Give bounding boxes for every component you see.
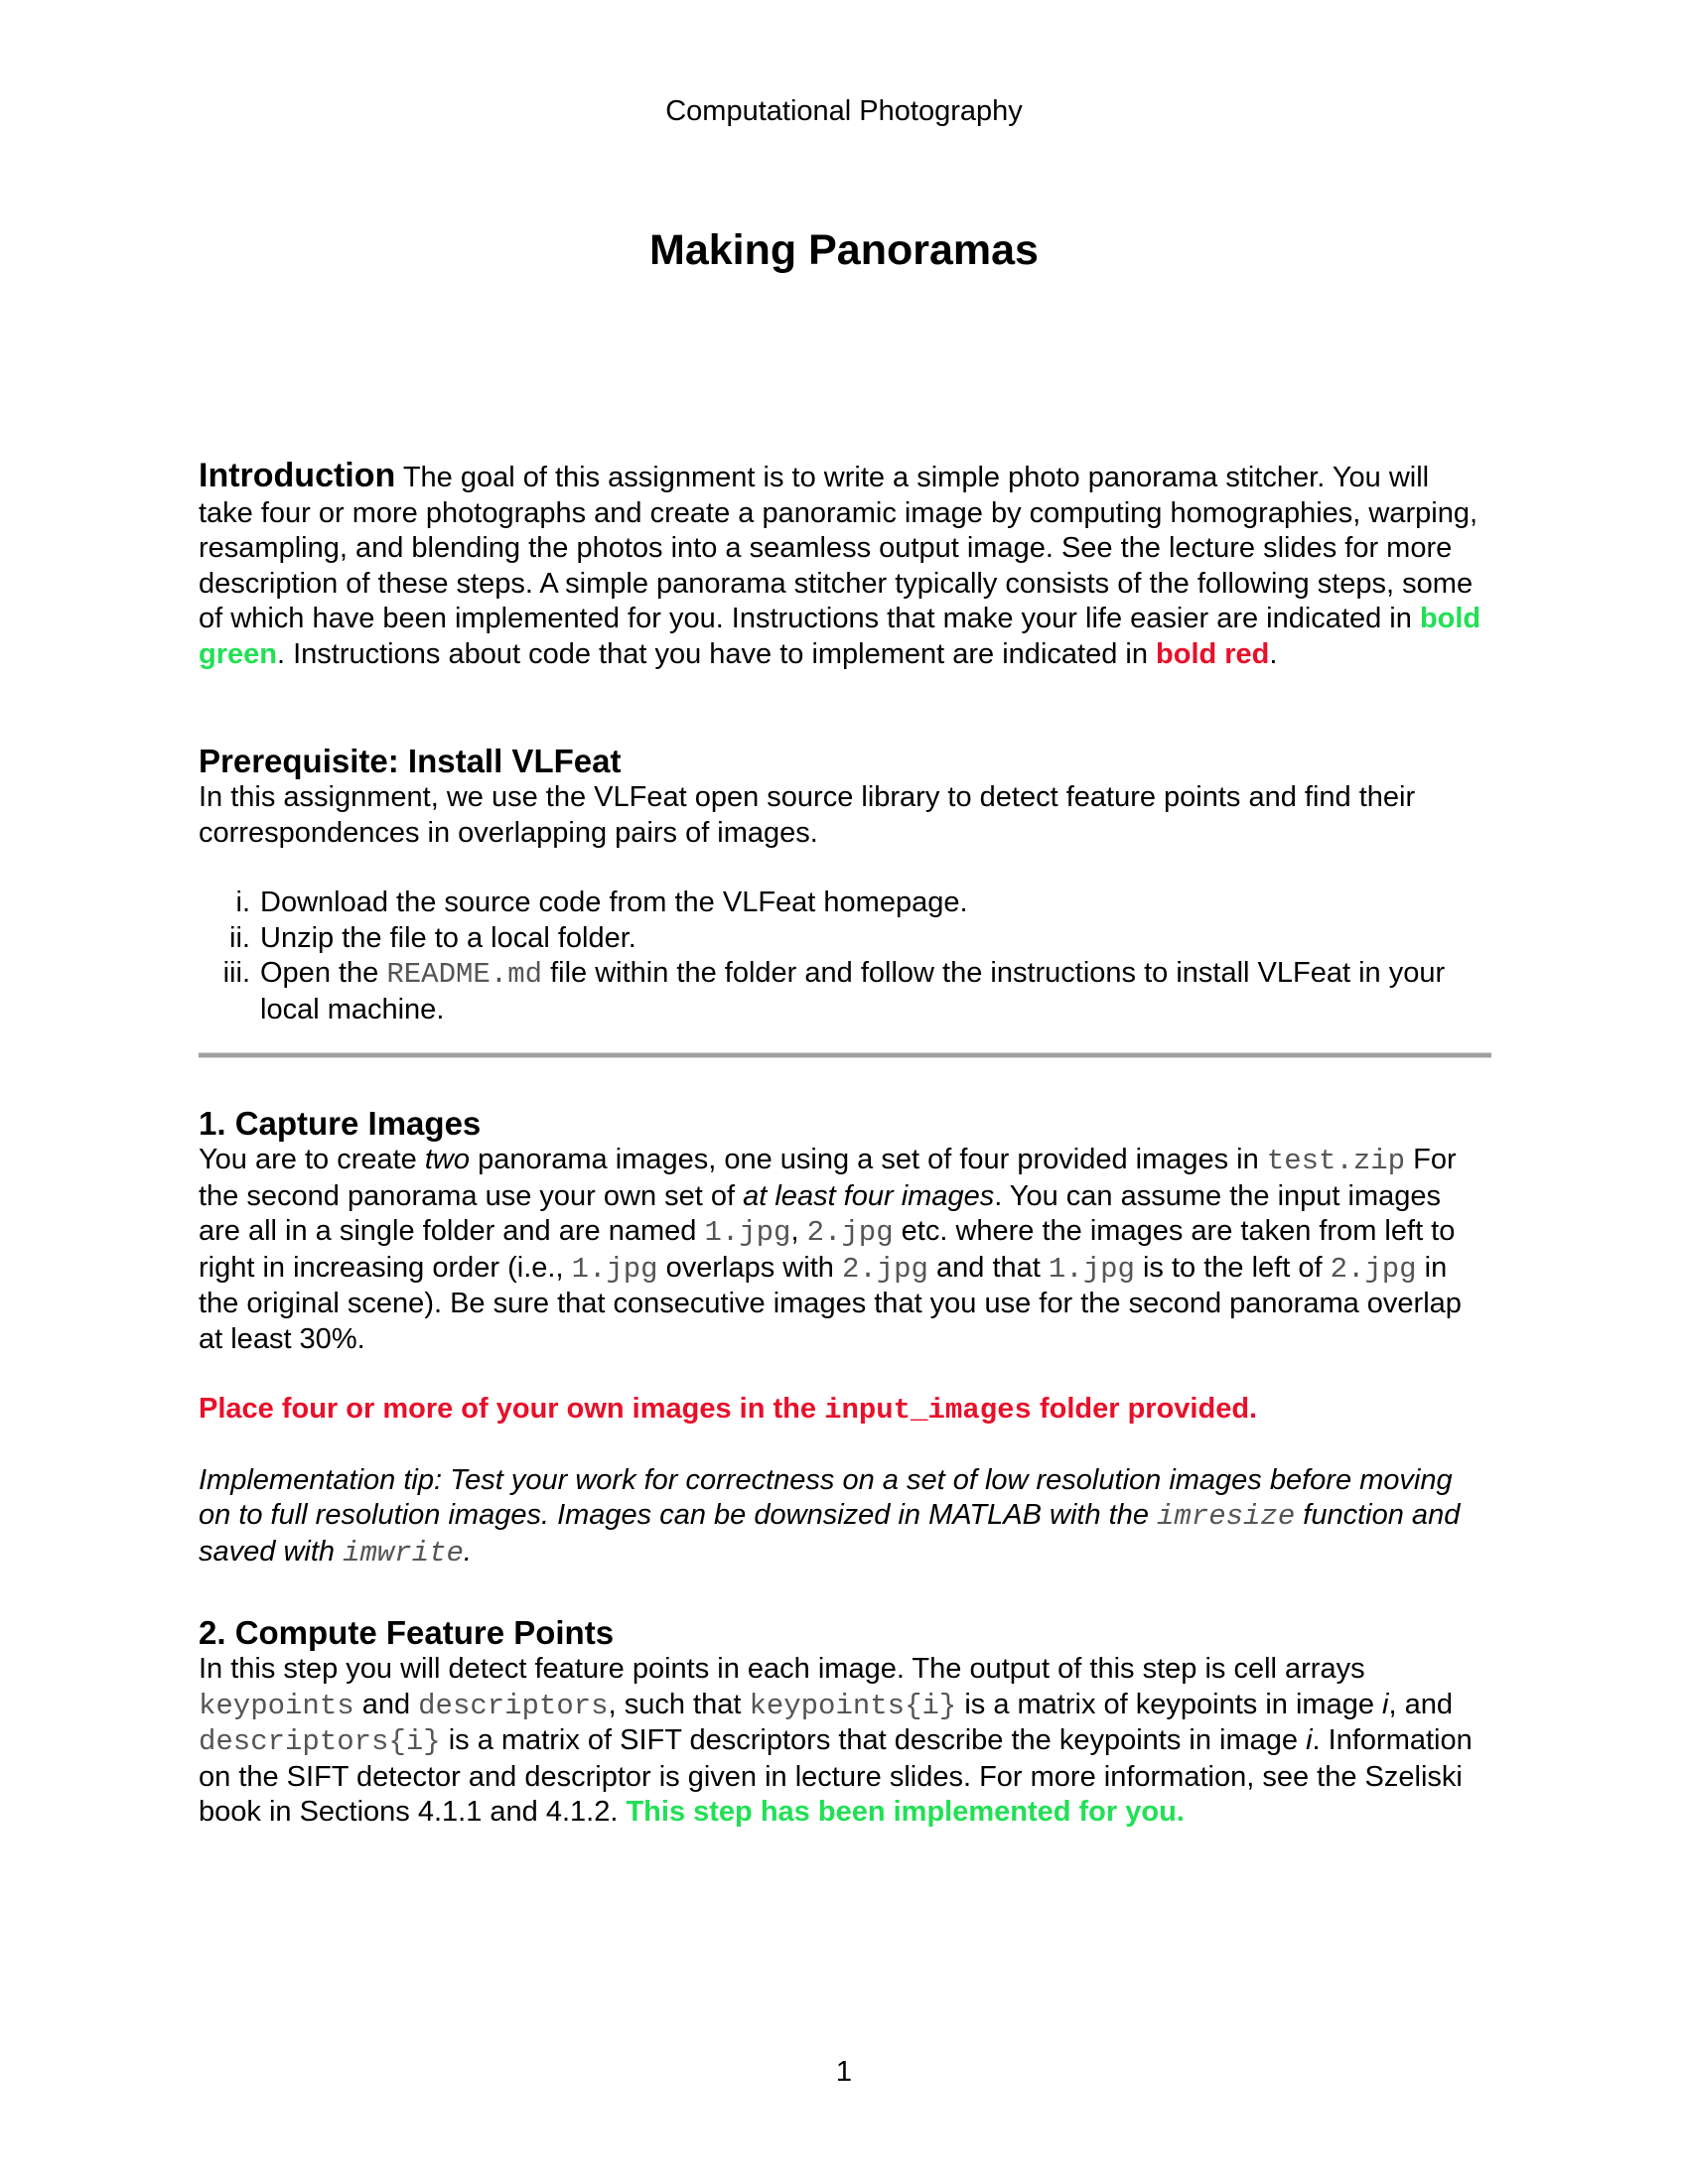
green-label: bold green: [199, 603, 1481, 670]
emphasis: i: [1306, 1724, 1313, 1756]
emphasis: i: [1382, 1688, 1389, 1720]
intro-text-3: .: [1269, 637, 1278, 670]
text: For the second panorama use your own set of: [199, 1144, 1457, 1212]
code-filename: 2.jpg: [1330, 1252, 1417, 1286]
text: is a matrix of SIFT descriptors that describe the keypoints in image: [440, 1724, 1307, 1756]
text: panorama images, one using a set of four provided images in: [470, 1144, 1267, 1175]
intro-paragraph: [199, 459, 1489, 672]
text: Place four or more of your own images in the: [199, 1393, 825, 1425]
green-note: This step has been implemented for you.: [626, 1796, 1185, 1828]
code-filename: 1.jpg: [704, 1216, 791, 1249]
section1-paragraph: [199, 1143, 1489, 1357]
text: overlaps with: [657, 1251, 842, 1284]
code-imwrite: imwrite: [343, 1536, 464, 1570]
code-filename: 2.jpg: [806, 1216, 894, 1249]
step-text: Download the source code from the VLFeat homepage.: [260, 887, 968, 918]
code-test-zip: test.zip: [1266, 1145, 1406, 1177]
code-keypoints-i: keypoints{i}: [749, 1689, 957, 1722]
section-compute-features: [199, 1614, 1489, 1831]
emphasis: two: [424, 1144, 471, 1175]
code-filename: 1.jpg: [571, 1252, 658, 1286]
step-text-post: file within the folder and follow the instructions to install VLFeat in your local machine.: [260, 957, 1446, 1025]
document-title: Making Panoramas: [649, 226, 1039, 274]
implementation-tip: [199, 1463, 1489, 1571]
running-header: Computational Photography: [665, 95, 1023, 127]
text: is a matrix of keypoints in image: [956, 1688, 1383, 1720]
text: You are to create: [199, 1144, 425, 1175]
code-filename: 2.jpg: [841, 1252, 928, 1286]
text: is to the left of: [1134, 1251, 1331, 1284]
intro-text-2: . Instructions about code that you have to implement are indicated in: [276, 637, 1157, 670]
red-instruction: [199, 1392, 1489, 1429]
section1-heading: 1. Capture Images: [199, 1105, 482, 1142]
section2-heading: 2. Compute Feature Points: [199, 1614, 615, 1651]
page-number: 1: [835, 2056, 853, 2088]
code-descriptors: descriptors: [418, 1689, 609, 1722]
text: Implementation tip: Test your work for correctness on a set of low resolution images before moving on to full resolution images. Images can be downsized in MATLAB with the: [199, 1463, 1453, 1531]
text: function and saved with: [199, 1499, 1461, 1568]
text: ,: [790, 1215, 807, 1247]
prereq-section: [199, 743, 1489, 1027]
text: .: [463, 1535, 472, 1568]
intro-text-1: The goal of this assignment is to write a simple photo panorama stitcher. You will take four or more photographs and create a panoramic image by computing homographies, warping, resampling, and blending the photos into a seamless output image. See the lecture slides for more description of these steps. A simple panorama stitcher typically consists of the following steps, some of which have been implemented for you. Instructions that make your life easier are indicated in: [199, 462, 1478, 634]
code-imresize: imresize: [1157, 1500, 1296, 1533]
code-input-images: input_images: [824, 1394, 1032, 1427]
horizontal-rule: [199, 1052, 1491, 1058]
section-capture-images: [199, 1105, 1489, 1570]
text: and: [353, 1688, 419, 1720]
step-text: Unzip the file to a local folder.: [260, 921, 636, 954]
code-keypoints: keypoints: [199, 1689, 354, 1722]
text: , such that: [608, 1688, 750, 1720]
prereq-text: In this assignment, we use the VLFeat open source library to detect feature points and find their correspondences in overlapping pairs of images.: [199, 781, 1416, 849]
text: etc. where the images are taken from left to right in increasing order (i.e.,: [199, 1215, 1456, 1284]
text: In this step you will detect feature points in each image. The output of this step is cell arrays: [199, 1653, 1365, 1685]
emphasis: at least four images: [743, 1179, 995, 1212]
text: . Information on the SIFT detector and descriptor is given in lecture slides. For more information, see the Szeliski book in Sections 4.1.1 and 4.1.2.: [199, 1724, 1473, 1828]
text: in the original scene). Be sure that consecutive images that you use for the second panorama overlap at least 30%.: [199, 1251, 1462, 1355]
text: folder provided.: [1031, 1393, 1258, 1425]
text: . You can assume the input images are all in a single folder and are named: [199, 1179, 1442, 1247]
prereq-steps: [199, 886, 1489, 1027]
readme-filename: README.md: [386, 958, 543, 991]
step-number: ii.: [229, 921, 250, 954]
prereq-step: [199, 886, 1489, 921]
section2-paragraph: [199, 1652, 1489, 1831]
prereq-step: [199, 956, 1489, 1027]
code-filename: 1.jpg: [1048, 1252, 1135, 1286]
step-number: iii.: [222, 957, 250, 989]
step-number: i.: [235, 887, 250, 918]
step-text-pre: Open the: [260, 957, 387, 989]
text: and that: [927, 1251, 1049, 1284]
code-descriptors-i: descriptors{i}: [199, 1725, 441, 1758]
red-label: bold red: [1156, 637, 1270, 670]
text: , and: [1388, 1688, 1453, 1720]
intro-heading: Introduction: [199, 457, 396, 494]
prereq-step: [199, 921, 1489, 957]
prereq-heading: Prerequisite: Install VLFeat: [199, 743, 622, 779]
